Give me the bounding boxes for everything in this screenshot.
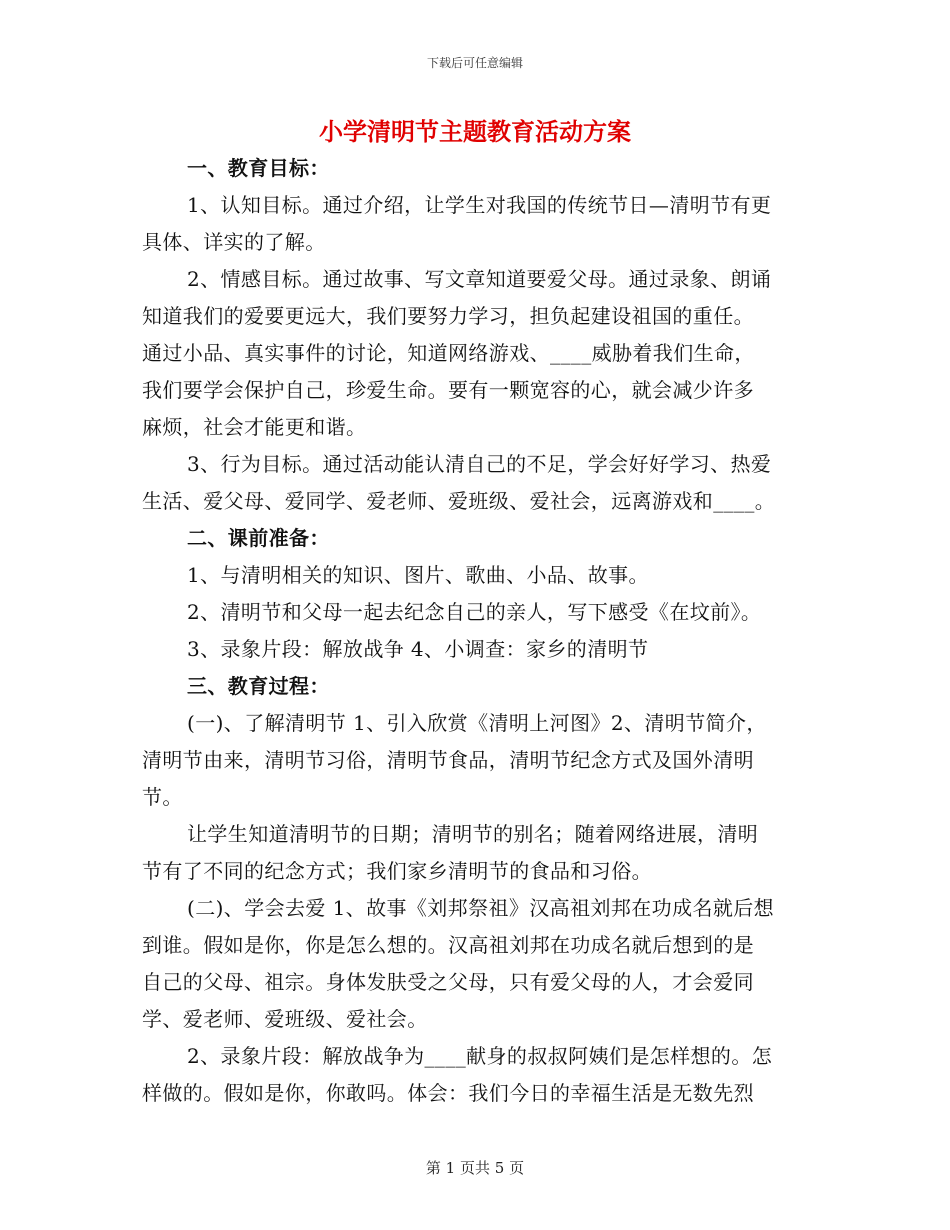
text-line: 2、录象片段：解放战争为____献身的叔叔阿姨们是怎样想的。怎 bbox=[187, 1044, 773, 1068]
text-line: 2、清明节和父母一起去纪念自己的亲人，写下感受《在坟前》。 bbox=[187, 600, 762, 624]
text-line: 具体、详实的了解。 bbox=[142, 230, 326, 254]
document-body bbox=[142, 150, 807, 1112]
text-line: 生活、爱父母、爱同学、爱老师、爱班级、爱社会，远离游戏和____。 bbox=[142, 489, 776, 513]
document-title: 小学清明节主题教育活动方案 bbox=[319, 117, 631, 146]
text-line: 1、与清明相关的知识、图片、歌曲、小品、故事。 bbox=[187, 563, 649, 587]
text-line: 节有了不同的纪念方式；我们家乡清明节的食品和习俗。 bbox=[142, 859, 652, 883]
text-line: 一、教育目标： bbox=[187, 156, 330, 180]
text-line: 样做的。假如是你，你敢吗。体会：我们今日的幸福生活是无数先烈 bbox=[142, 1081, 754, 1105]
text-line: 让学生知道清明节的日期；清明节的别名；随着网络进展，清明 bbox=[187, 822, 759, 846]
text-line: 2、情感目标。通过故事、写文章知道要爱父母。通过录象、朗诵 bbox=[187, 267, 772, 291]
text-line: 清明节由来，清明节习俗，清明节食品，清明节纪念方式及国外清明 bbox=[142, 748, 754, 772]
text-line: 我们要学会保护自己，珍爱生命。要有一颗宽容的心，就会减少许多 bbox=[142, 378, 754, 402]
text-line: 节。 bbox=[142, 785, 183, 809]
text-line: 通过小品、真实事件的讨论，知道网络游戏、____威胁着我们生命， bbox=[142, 341, 755, 365]
text-line: 1、认知目标。通过介绍，让学生对我国的传统节日—清明节有更 bbox=[187, 193, 772, 217]
text-line: 二、课前准备： bbox=[187, 526, 330, 550]
text-line: (一)、了解清明节 1、引入欣赏《清明上河图》2、清明节简介， bbox=[187, 711, 767, 735]
text-line: 麻烦，社会才能更和谐。 bbox=[142, 415, 367, 439]
text-line: 到谁。假如是你，你是怎么想的。汉高祖刘邦在功成名就后想到的是 bbox=[142, 933, 754, 957]
text-line: 自己的父母、祖宗。身体发肤受之父母，只有爱父母的人，才会爱同 bbox=[142, 970, 754, 994]
page-footer: 第 1 页共 5 页 bbox=[425, 1159, 525, 1177]
text-line: 三、教育过程： bbox=[187, 674, 330, 698]
text-line: 3、行为目标。通过活动能认清自己的不足，学会好好学习、热爱 bbox=[187, 452, 772, 476]
text-line: (二)、学会去爱 1、故事《刘邦祭祖》汉高祖刘邦在功成名就后想 bbox=[187, 896, 775, 920]
text-line: 学、爱老师、爱班级、爱社会。 bbox=[142, 1007, 428, 1031]
text-line: 3、录象片段：解放战争 4、小调查：家乡的清明节 bbox=[187, 637, 649, 661]
text-line: 知道我们的爱要更远大，我们要努力学习，担负起建设祖国的重任。 bbox=[142, 304, 754, 328]
page-header: 下载后可任意编辑 bbox=[426, 56, 523, 70]
